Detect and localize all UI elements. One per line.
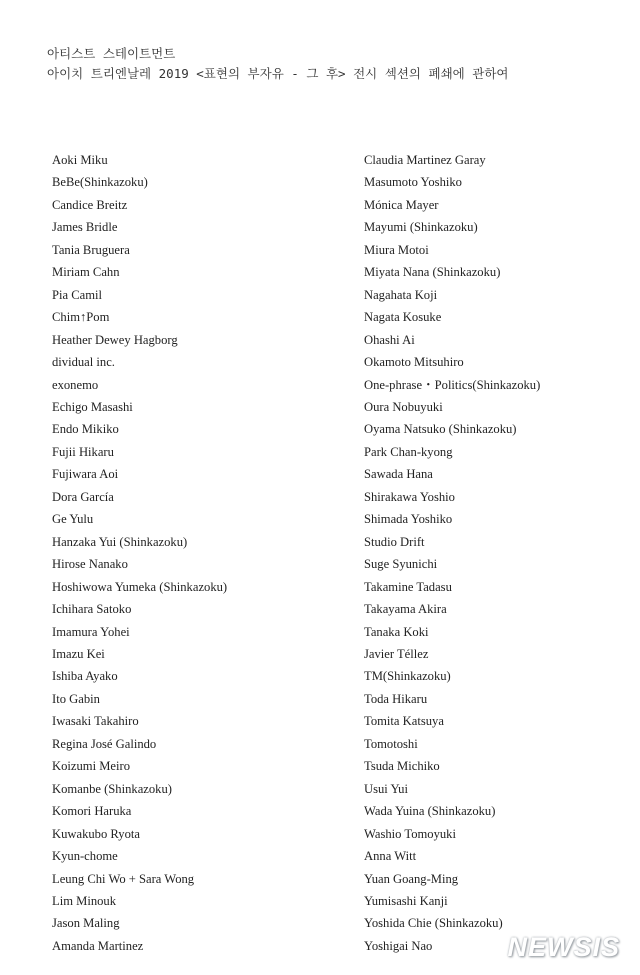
artist-name: One-phrase・Politics(Shinkazoku): [364, 377, 541, 392]
artist-name: Oyama Natsuko (Shinkazoku): [364, 422, 517, 437]
newsis-watermark: NEWSIS: [507, 932, 620, 962]
artist-name: Miyata Nana (Shinkazoku): [364, 265, 501, 280]
artist-name: Suge Syunichi: [364, 557, 438, 572]
artist-name: Oura Nobuyuki: [364, 399, 443, 414]
artist-name: Claudia Martinez Garay: [364, 153, 486, 167]
artist-name: exonemo: [52, 377, 99, 392]
artist-name: Wada Yuina (Shinkazoku): [364, 804, 496, 819]
artist-name: Komanbe (Shinkazoku): [52, 781, 172, 796]
artist-name: Yumisashi Kanji: [364, 893, 448, 908]
artist-name: Aoki Miku: [52, 153, 108, 167]
artist-name: TM(Shinkazoku): [364, 669, 451, 684]
artist-name: Sawada Hana: [364, 467, 433, 482]
artist-name: Heather Dewey Hagborg: [52, 332, 178, 347]
artist-name: Dora García: [52, 489, 114, 504]
artist-name: Hanzaka Yui (Shinkazoku): [52, 534, 188, 549]
artist-name: Miriam Cahn: [52, 265, 120, 280]
artist-name: Pia Camil: [52, 287, 103, 302]
artist-name: Anna Witt: [364, 849, 417, 864]
artist-name: Washio Tomoyuki: [364, 826, 456, 841]
artist-name: Candice Breitz: [52, 197, 128, 212]
artist-name: Shirakawa Yoshio: [364, 489, 455, 504]
artist-name: Tania Bruguera: [52, 242, 130, 257]
statement-title: 아티스트 스테이트먼트: [47, 46, 176, 61]
artist-list-left: [52, 149, 227, 957]
artist-name: Hirose Nanako: [52, 557, 128, 572]
artist-name: Amanda Martinez: [52, 938, 144, 953]
artist-name: Komori Haruka: [52, 804, 132, 819]
artist-name: Koizumi Meiro: [52, 759, 130, 774]
artist-name: Imamura Yohei: [52, 624, 130, 639]
artist-name: Lim Minouk: [52, 893, 117, 908]
artist-name: Echigo Masashi: [52, 399, 133, 414]
artist-name: Park Chan-kyong: [364, 444, 453, 459]
artist-name: Ichihara Satoko: [52, 602, 132, 617]
artist-name: BeBe(Shinkazoku): [52, 175, 148, 190]
artist-name: Okamoto Mitsuhiro: [364, 355, 464, 370]
artist-name: Ge Yulu: [52, 512, 94, 527]
artist-name: Fujiwara Aoi: [52, 467, 119, 482]
artist-name: Usui Yui: [364, 781, 408, 796]
artist-name: Yuan Goang-Ming: [364, 871, 459, 886]
artist-name: Miura Motoi: [364, 242, 429, 257]
artist-name: Yoshida Chie (Shinkazoku): [364, 916, 503, 931]
artist-name: Regina José Galindo: [52, 736, 157, 751]
artist-name: Jason Maling: [52, 916, 120, 931]
artist-name: dividual inc.: [52, 355, 115, 370]
artist-name: Studio Drift: [364, 534, 425, 549]
artist-name: Endo Mikiko: [52, 422, 119, 437]
artist-name: Mónica Mayer: [364, 197, 439, 212]
artist-name: Tomotoshi: [364, 736, 418, 751]
artist-name: Leung Chi Wo + Sara Wong: [52, 871, 195, 886]
artist-name: Kyun-chome: [52, 849, 118, 864]
artist-name: Ito Gabin: [52, 691, 100, 706]
artist-name: Toda Hikaru: [364, 691, 428, 706]
artist-name: Iwasaki Takahiro: [52, 714, 139, 729]
artist-name: Tanaka Koki: [364, 624, 429, 639]
artist-name: Hoshiwowa Yumeka (Shinkazoku): [52, 579, 228, 594]
artist-name: Masumoto Yoshiko: [364, 175, 462, 190]
artist-name: Chim↑Pom: [52, 310, 110, 325]
artist-name: Tsuda Michiko: [364, 759, 440, 774]
artist-name: Ohashi Ai: [364, 332, 415, 347]
artist-name: Tomita Katsuya: [364, 714, 444, 729]
artist-name: Ishiba Ayako: [52, 669, 118, 684]
artist-name: Fujii Hikaru: [52, 444, 114, 459]
artist-name: Javier Téllez: [364, 646, 429, 661]
artist-name: Nagata Kosuke: [364, 310, 442, 325]
artist-name: James Bridle: [52, 220, 118, 235]
artist-name: Yoshigai Nao: [364, 938, 433, 953]
artist-name: Mayumi (Shinkazoku): [364, 220, 478, 235]
artist-name: Takamine Tadasu: [364, 579, 452, 594]
artist-name: Takayama Akira: [364, 602, 447, 617]
artist-name: Kuwakubo Ryota: [52, 826, 140, 841]
statement-subtitle: 아이치 트리엔날레 2019 <표현의 부자유 - 그 후> 전시 섹션의 폐쇄에 관하여: [47, 66, 509, 81]
artist-name: Imazu Kei: [52, 646, 105, 661]
artist-list-right: [364, 149, 540, 957]
document-header: [47, 44, 509, 84]
artist-name: Shimada Yoshiko: [364, 512, 453, 527]
artist-name: Nagahata Koji: [364, 287, 438, 302]
